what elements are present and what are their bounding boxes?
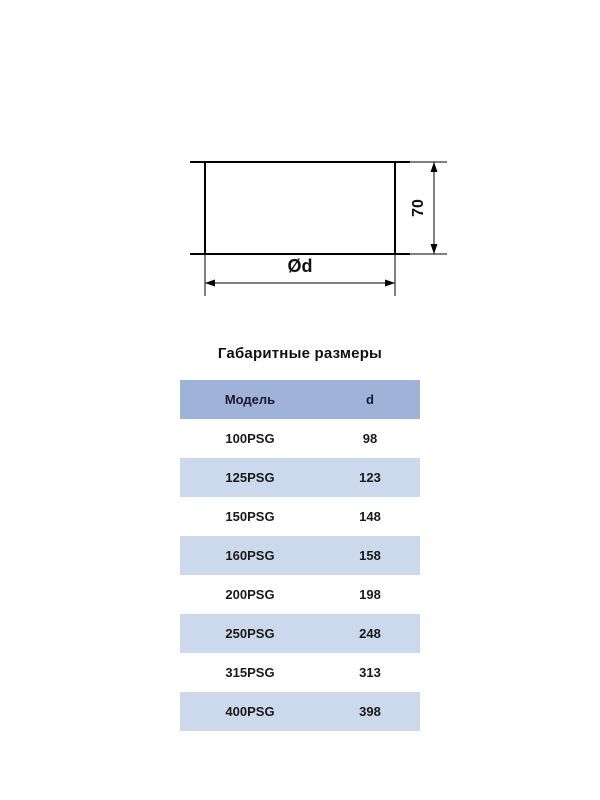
cell-model: 150PSG (180, 497, 320, 536)
vertical-arrow-bottom (431, 244, 438, 254)
cell-d: 148 (320, 497, 420, 536)
horizontal-arrow-right (385, 280, 395, 287)
table-row (180, 497, 420, 536)
cell-d: 398 (320, 692, 420, 731)
vertical-arrow-top (431, 162, 438, 172)
table-header (180, 380, 420, 419)
cell-d: 158 (320, 536, 420, 575)
cell-d: 123 (320, 458, 420, 497)
diameter-dimension-label: Ød (287, 256, 313, 276)
table-row (180, 419, 420, 458)
cell-d: 248 (320, 614, 420, 653)
table-row (180, 575, 420, 614)
cell-model: 100PSG (180, 419, 320, 458)
cell-model: 400PSG (180, 692, 320, 731)
table-row (180, 536, 420, 575)
column-header-d: d (320, 380, 420, 419)
cell-d: 198 (320, 575, 420, 614)
table-header-row (180, 380, 420, 419)
table-row (180, 692, 420, 731)
cell-model: 200PSG (180, 575, 320, 614)
dimensions-table (180, 380, 420, 731)
table-row (180, 458, 420, 497)
cell-model: 250PSG (180, 614, 320, 653)
table-body (180, 419, 420, 731)
cell-d: 98 (320, 419, 420, 458)
horizontal-arrow-left (205, 280, 215, 287)
height-dimension-label: 70 (410, 199, 428, 217)
dimensions-table-section (0, 345, 600, 731)
table-row (180, 653, 420, 692)
cell-d: 313 (320, 653, 420, 692)
column-header-model: Модель (180, 380, 320, 419)
table-row (180, 614, 420, 653)
cell-model: 160PSG (180, 536, 320, 575)
dimension-drawing (0, 0, 600, 340)
table-title: Габаритные размеры (217, 345, 383, 362)
cell-model: 315PSG (180, 653, 320, 692)
cell-model: 125PSG (180, 458, 320, 497)
